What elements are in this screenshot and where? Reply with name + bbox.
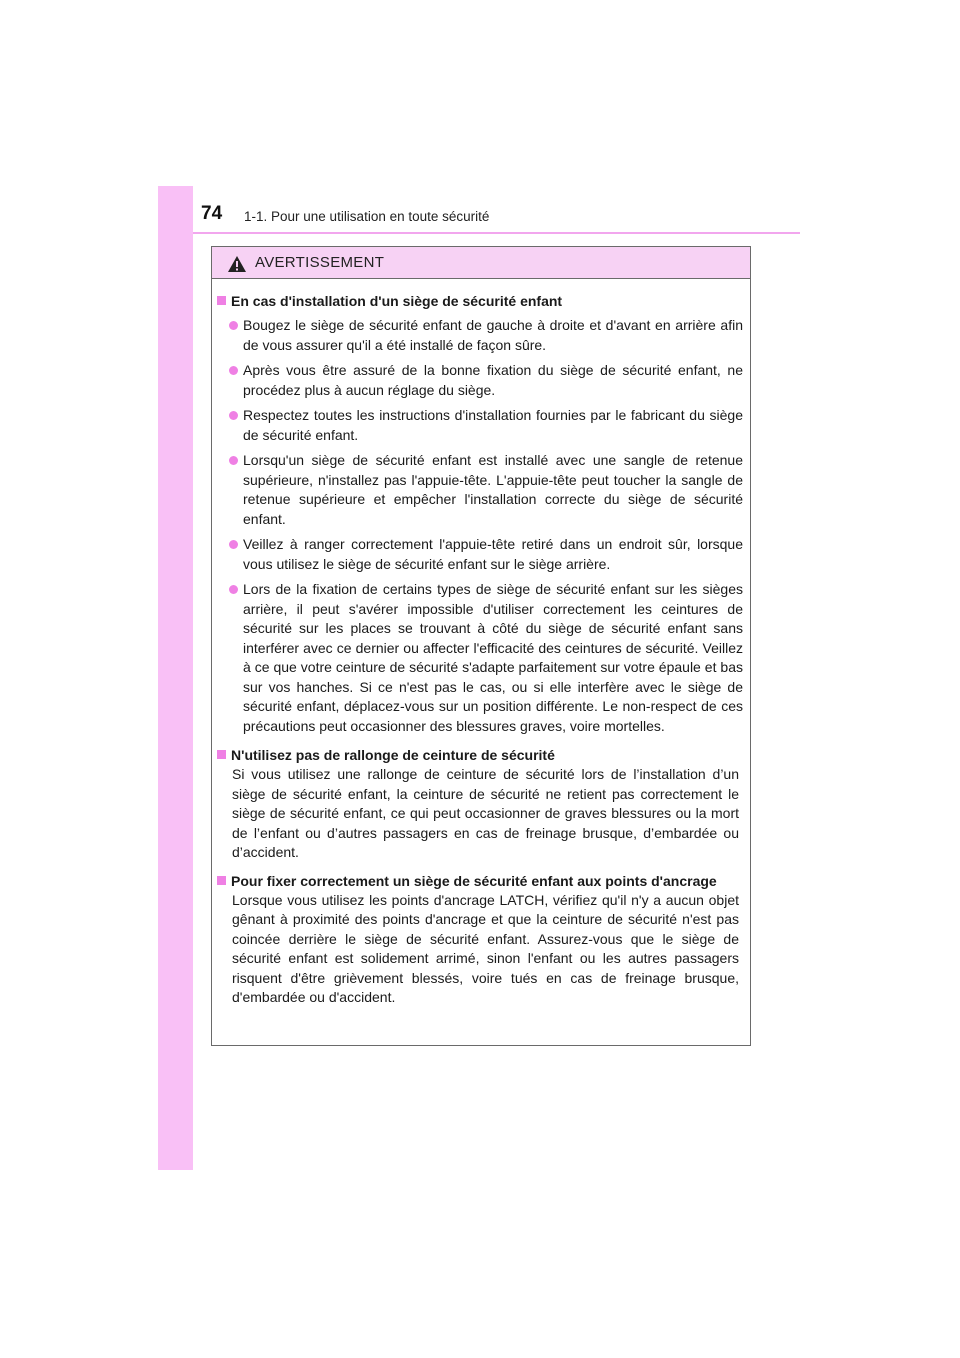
list-item: Bougez le siège de sécurité enfant de gauche à droite et d'avant en arrière afin de vous assurer qu'il a été installé de façon sûre. [229, 316, 743, 355]
section-heading-anchor-points: Pour fixer correctement un siège de sécurité enfant aux points d'ancrage [217, 871, 743, 891]
square-bullet-icon [217, 876, 226, 885]
bullet-dot-icon [229, 585, 238, 594]
list-item: Lorsqu'un siège de sécurité enfant est installé avec une sangle de retenue supérieure, n'installez pas l'appuie-tête. L'appuie-tête peut toucher la sangle de retenue supérieure et empêcher l'installation correcte du siège de sécurité enfant. [229, 451, 743, 529]
bullet-dot-icon [229, 366, 238, 375]
bullet-dot-icon [229, 540, 238, 549]
warning-box [211, 246, 751, 1046]
list-item: Après vous être assuré de la bonne fixation du siège de sécurité enfant, ne procédez plus à aucun réglage du siège. [229, 361, 743, 400]
header-rule [193, 232, 800, 234]
section-heading-installation: En cas d'installation d'un siège de sécurité enfant [217, 291, 743, 311]
warning-triangle-icon [227, 255, 247, 273]
list-item: Veillez à ranger correctement l'appuie-tête retiré dans un endroit sûr, lorsque vous utilisez le siège de sécurité enfant sur le siège arrière. [229, 535, 743, 574]
warning-header [212, 247, 750, 279]
bullet-dot-icon [229, 411, 238, 420]
page-number: 74 [201, 203, 223, 224]
chapter-side-band [158, 186, 193, 1170]
section-paragraph: Si vous utilisez une rallonge de ceinture de sécurité lors de l’installation d’un siège de sécurité enfant, la ceinture de sécurité ne retient pas correctement le siège de sécurité enfant, ce qui peut occasionner de graves blessures ou la mort de l’enfant ou d’autres passagers en cas de freinage brusque, d’embardée ou d’accident. [232, 766, 739, 860]
warning-label: AVERTISSEMENT [255, 254, 385, 271]
section-title: 1-1. Pour une utilisation en toute sécurité [244, 209, 490, 224]
section-paragraph: Lorsque vous utilisez les points d'ancrage LATCH, vérifiez qu'il n'y a aucun objet gênant à proximité des points d'ancrage et que la ceinture de sécurité n'est pas coincée derrière le siège de sécurité enfant. Assurez-vous que le siège de sécurité enfant est solidement arrimé, sinon l'enfant ou les autres passagers risquent d'être grièvement blessés, voire tués en cas de freinage brusque, d'embardée ou d'accident. [232, 891, 739, 1005]
bullet-dot-icon [229, 321, 238, 330]
warning-body [212, 279, 750, 1008]
list-item: Lors de la fixation de certains types de siège de sécurité enfant sur les sièges arrière, il peut s'avérer impossible d'utiliser correctement les ceintures de sécurité sur les places se trouvant à côté du siège de sécurité enfant sans interférer avec ce dernier ou affecter l'efficacité des ceintures de sécurité. Veillez à ce que votre ceinture de sécurité s'adapte parfaitement sur votre épaule et bas sur vos hanches. Si ce n'est pas le cas, ou si elle interfère avec le siège de sécurité enfant, déplacez-vous sur un position différente. Le non-respect de ces précautions peut occasionner des blessures graves, voire mortelles. [229, 580, 743, 736]
square-bullet-icon [217, 750, 226, 759]
list-item: Respectez toutes les instructions d'installation fournies par le fabricant du siège de sécurité enfant. [229, 406, 743, 445]
square-bullet-icon [217, 296, 226, 305]
bullet-dot-icon [229, 456, 238, 465]
section-heading-belt-extender: N'utilisez pas de rallonge de ceinture de sécurité [217, 745, 743, 765]
